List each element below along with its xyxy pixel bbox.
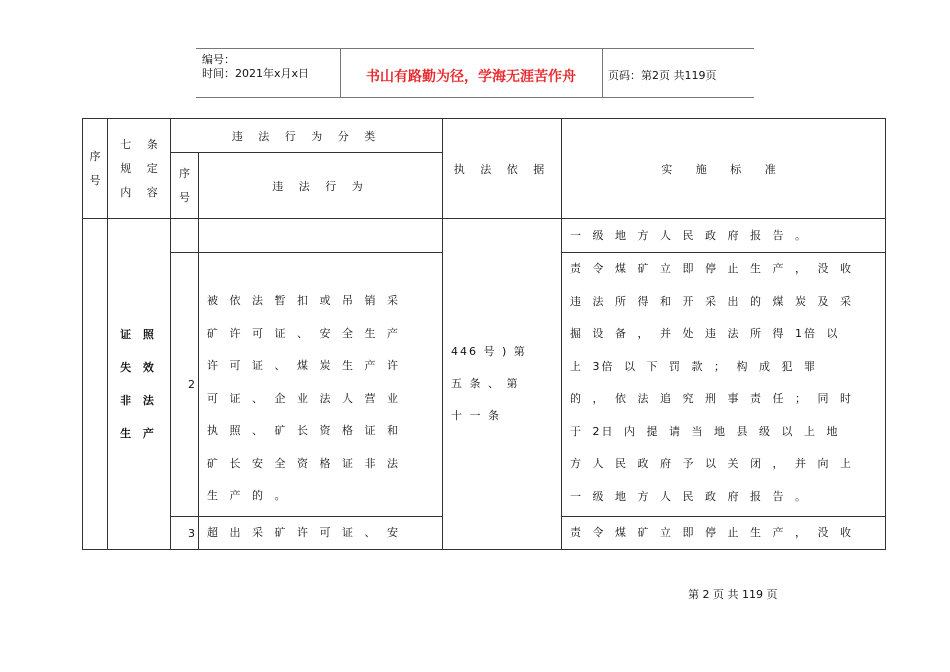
category-cell: 证 照 失 效 非 法 生 产 — [108, 219, 171, 550]
standard-cell: 责 令 煤 矿 立 即 停 止 生 产 ， 没 收 违 法 所 得 和 开 采 出 的 煤 炭 及 采 掘 设 备 ， 并 处 违 法 所 得 1倍 以 上 3倍 以 下 罚 款 ； 构 成 犯 罪 的 ， 依 法 追 究 刑 事 责 任 ； 同 时 于 2日 内 提 请 当 地 县 级 以 上 地 方 人 民 政 府 予 以 关 闭 ， 并 向 上 一 级 地 方 人 民 政 府 报 告 。 — [562, 253, 886, 517]
header-seq: 序 号 — [83, 119, 108, 219]
seq-cell — [83, 219, 108, 550]
row-number: 3 — [171, 517, 199, 550]
standard-cell: 一 级 地 方 人 民 政 府 报 告 。 — [562, 219, 886, 253]
header-legal-basis: 执 法 依 据 — [443, 119, 562, 219]
header-divider — [602, 49, 603, 97]
header-behavior: 违 法 行 为 — [199, 153, 443, 219]
date-label: 时间：2021年x月x日 — [202, 67, 310, 80]
header-standard: 实 施 标 准 — [562, 119, 886, 219]
behavior-cell: 超 出 采 矿 许 可 证 、 安 — [199, 517, 443, 550]
legal-basis-cell: 446 号 ) 第 五 条 、 第 十 一 条 — [443, 219, 562, 550]
header-motto: 书山有路勤为径，学海无涯苦作舟 — [366, 69, 576, 85]
standard-cell: 责 令 煤 矿 立 即 停 止 生 产 ， 没 收 — [562, 517, 886, 550]
header-provision: 七 条 规 定 内 容 — [108, 119, 171, 219]
page-number-label: 页码：第2页 共119页 — [608, 69, 717, 82]
row-number — [171, 219, 199, 253]
page-footer: 第 2 页 共 119 页 — [688, 588, 778, 601]
serial-number-label: 编号： — [202, 53, 235, 66]
row-number: 2 — [171, 253, 199, 517]
behavior-cell — [199, 219, 443, 253]
violation-table — [82, 118, 886, 550]
page-header — [196, 48, 754, 98]
behavior-cell: 被 依 法 暂 扣 或 吊 销 采 矿 许 可 证 、 安 全 生 产 许 可 证 、 煤 炭 生 产 许 可 证 、 企 业 法 人 营 业 执 照 、 矿 长 资 格 证 和 矿 长 安 全 资 格 证 非 法 生 产 的 。 — [199, 253, 443, 517]
header-violation-class: 违 法 行 为 分 类 — [171, 119, 443, 153]
header-subseq: 序 号 — [171, 153, 199, 219]
